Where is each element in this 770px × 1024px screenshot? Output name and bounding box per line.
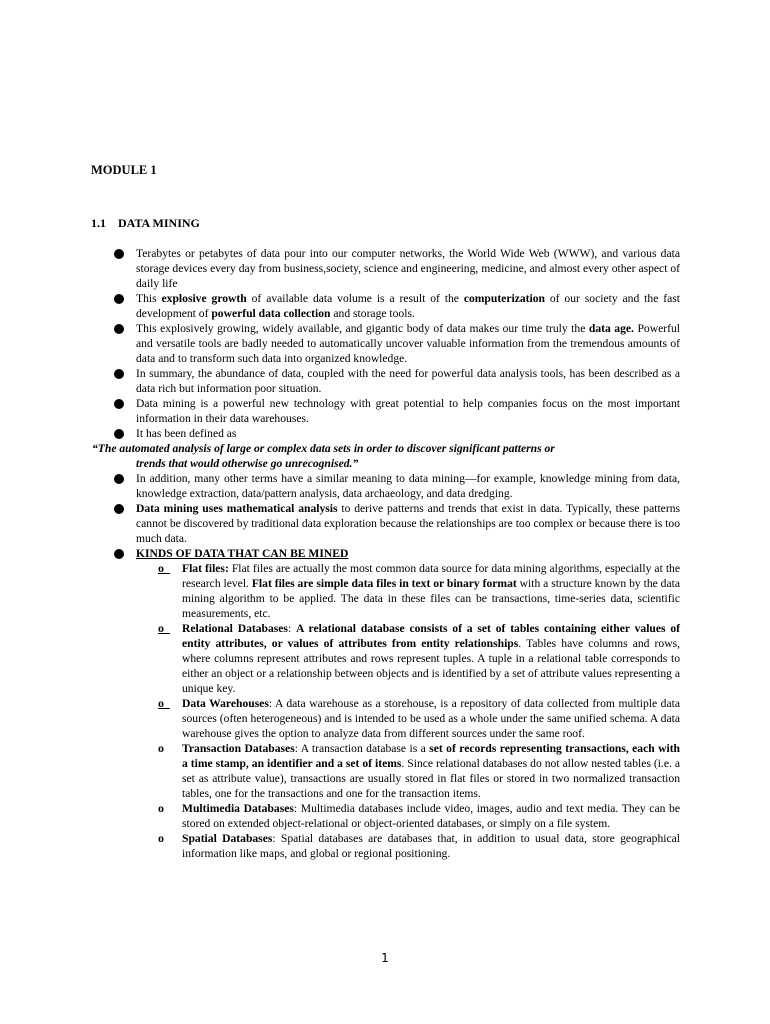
bold-text: Data mining uses mathematical analysis (136, 502, 338, 515)
text-run: Flat files are actually the most common data source for data mining algorithms, especially at the research level. (182, 562, 680, 590)
text-run: It has been defined as (136, 427, 237, 440)
kinds-sublist (92, 561, 680, 861)
bullet-dot-icon (114, 504, 124, 514)
list-item (92, 426, 680, 441)
quote-line-2: trends that would otherwise go unrecognised.” (136, 457, 359, 470)
circle-bullet-icon: o (158, 561, 170, 575)
list-item (92, 291, 680, 321)
list-item (92, 741, 680, 801)
quote-line-1: “The automated analysis of large or complex data sets in order to discover significant patterns or (92, 442, 555, 455)
text-run: of available data volume is a result of the (246, 292, 464, 305)
document-body (92, 246, 680, 861)
text-run: Terabytes or petabytes of data pour into our computer networks, the World Wide Web (WWW), and various data storage devices every day from business,society, science and engineering, medicine, and almost every other aspect of daily life (136, 247, 680, 290)
circle-bullet-icon: o (158, 801, 164, 815)
bullet-dot-icon (114, 294, 124, 304)
bullet-dot-icon (114, 369, 124, 379)
text-run: Powerful and versatile tools are badly needed to automatically uncover valuable information from the tremendous amounts of data and to transform such data into organized knowledge. (136, 322, 680, 365)
text-run: : A transaction database is a (294, 742, 430, 755)
list-item (92, 366, 680, 396)
kinds-heading: KINDS OF DATA THAT CAN BE MINED (136, 547, 349, 560)
bullet-dot-icon (114, 549, 124, 559)
text-run: : A data warehouse as a storehouse, is a repository of data collected from multiple data sources (often heterogeneous) and is intended to be used as a whole under the same unified schema. A data warehouse gives the option to analyze data from different sources under the same roof. (182, 697, 680, 740)
list-item (92, 561, 680, 621)
kinds-bullet-list (92, 546, 680, 561)
text-run: . Since relational databases do not allow nested tables (i.e. a set as attribute value), transactions are usually stored in flat files or stored in two normalized transaction tables, one for the transactions and one for the transaction items. (182, 757, 680, 800)
circle-bullet-icon: o (158, 831, 164, 845)
bold-text: data age. (588, 322, 634, 335)
bold-text: powerful data collection (211, 307, 331, 320)
list-item (92, 621, 680, 696)
bullet-dot-icon (114, 324, 124, 334)
bold-text: Data Warehouses (182, 697, 269, 710)
bold-text: A relational database consists of a set of tables containing either values of entity attributes, or values of attributes from entity relationships (182, 622, 680, 650)
module-title: MODULE 1 (91, 163, 157, 177)
text-run: Data mining is a powerful new technology with great potential to help companies focus on the most important information in their data warehouses. (136, 397, 680, 425)
bold-text: Relational Databases (182, 622, 288, 635)
text-run: to derive patterns and trends that exist in data. Typically, these patterns cannot be discovered by traditional data exploration because the relationships are too complex or because there is too much data. (136, 502, 680, 545)
list-item (92, 501, 680, 546)
text-run: In addition, many other terms have a similar meaning to data mining—for example, knowledge mining from data, knowledge extraction, data/pattern analysis, data archaeology, and data dredging. (136, 472, 680, 500)
text-run: This (136, 292, 162, 305)
text-run: : Multimedia databases include video, images, audio and text media. They can be stored on extended object-relational or object-oriented databases, or simply on a file system. (182, 802, 680, 830)
bold-text: Multimedia Databases (182, 802, 294, 815)
list-item (92, 396, 680, 426)
circle-bullet-icon: o (158, 621, 170, 635)
list-item (92, 831, 680, 861)
text-run: : Spatial databases are databases that, in addition to usual data, store geographical information like maps, and global or regional positioning. (182, 832, 680, 860)
list-item (92, 321, 680, 366)
bullet-dot-icon (114, 249, 124, 259)
circle-bullet-icon: o (158, 741, 164, 755)
text-run: . Tables have columns and rows, where columns represent attributes and rows represent tuples. A tuple in a relational table corresponds to either an object or a relationship between objects and is identified by a set of attribute values representing a unique key. (182, 637, 680, 695)
text-run: with a structure known by the data mining algorithm to be applied. The data in these files can be transactions, time-series data, scientific measurements, etc. (182, 577, 680, 620)
bullet-dot-icon (114, 474, 124, 484)
page-number: 1 (381, 951, 389, 965)
bold-text: Flat files are simple data files in text or binary format (251, 577, 517, 590)
bold-text: Transaction Databases (182, 742, 295, 755)
secondary-bullet-list (92, 471, 680, 546)
list-item (92, 246, 680, 291)
definition-quote (92, 441, 680, 471)
text-run: of our society and the fast development of (136, 292, 680, 320)
text-run: and storage tools. (330, 307, 415, 320)
bullet-dot-icon (114, 399, 124, 409)
circle-bullet-icon: o (158, 696, 170, 710)
section-number: 1.1 (91, 216, 106, 230)
bold-text: explosive growth (161, 292, 247, 305)
intro-bullet-list (92, 246, 680, 441)
list-item (92, 471, 680, 501)
text-run: This explosively growing, widely available, and gigantic body of data makes our time truly the (136, 322, 589, 335)
list-item (92, 546, 680, 561)
section-title: DATA MINING (118, 216, 200, 230)
list-item (92, 696, 680, 741)
bold-text: Spatial Databases (182, 832, 273, 845)
bullet-dot-icon (114, 429, 124, 439)
text-run: : (287, 622, 296, 635)
bold-text: Flat files: (182, 562, 229, 575)
text-run: In summary, the abundance of data, coupled with the need for powerful data analysis tools, has been described as a data rich but information poor situation. (136, 367, 680, 395)
bold-text: computerization (463, 292, 545, 305)
section-heading (91, 216, 200, 231)
bold-text: set of records representing transactions, each with a time stamp, an identifier and a set of items (182, 742, 681, 770)
list-item (92, 801, 680, 831)
